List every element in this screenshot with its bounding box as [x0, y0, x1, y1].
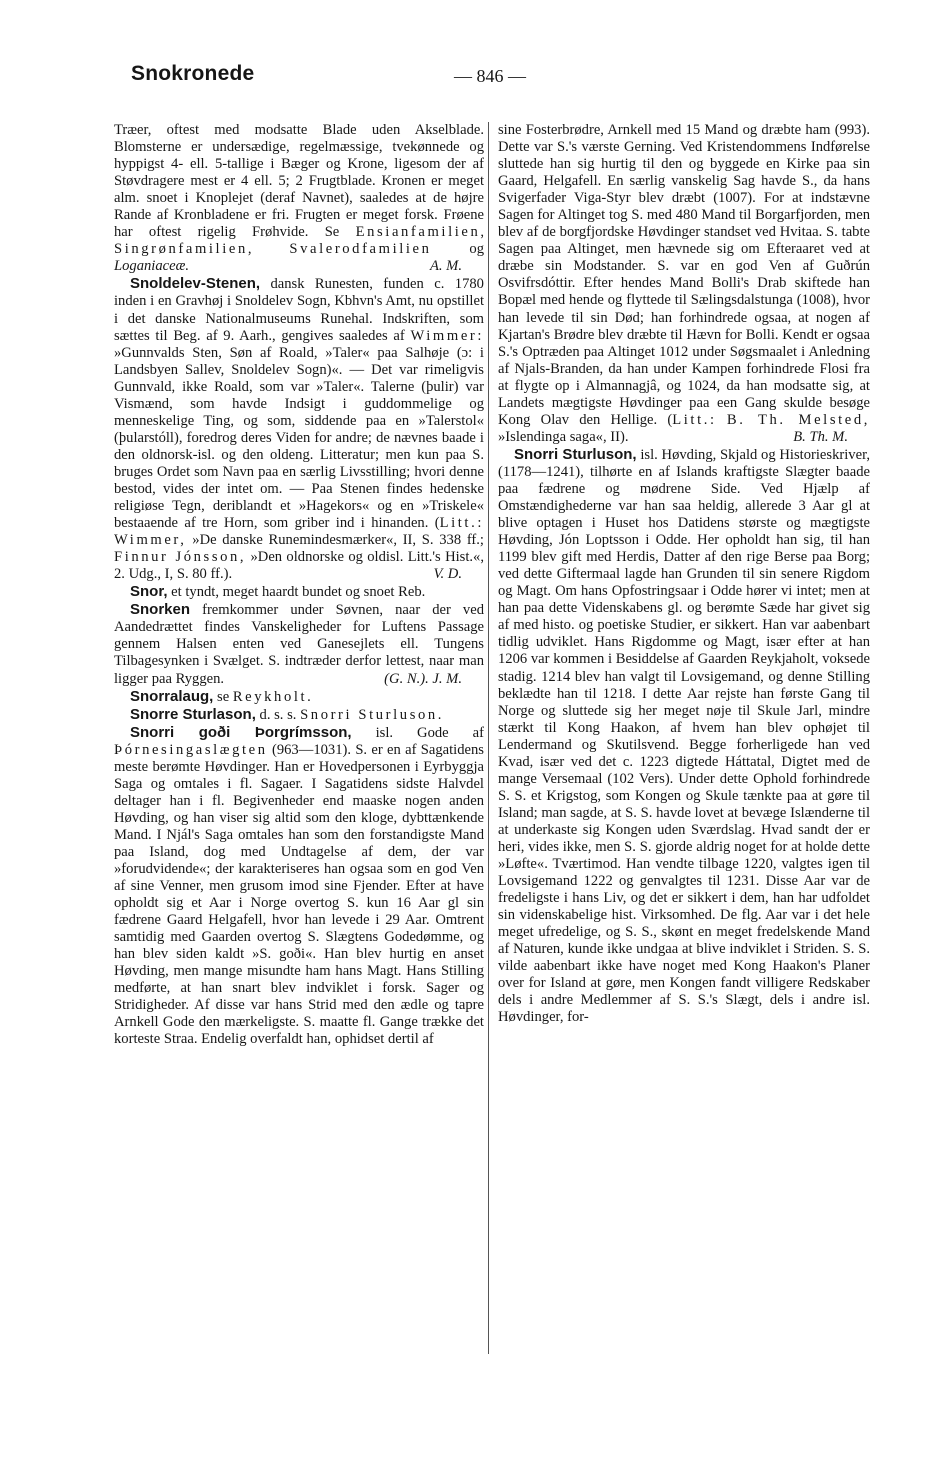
entry-snorri-godi — [114, 724, 484, 1049]
entry-headword: Snor, — [130, 583, 168, 601]
entry-snorre-sturlason — [114, 706, 484, 724]
entry-snorri-sturluson — [498, 446, 870, 1027]
author-signature: (G. N.). J. M. — [384, 670, 462, 687]
entry-text: »Den oldnorske og oldisl. Litt.'s Hist.«, 2. Udg., I, S. 80 ff.). — [114, 549, 484, 583]
conjunction: og — [469, 241, 484, 258]
continuation-text: Træer, oftest med modsatte Blade uden Akselblade. Blomsterne er undersædige, regelmæssige, tvekønnede og hyppigst 4- ell. 5-tallige i Bæger og Krone, ligesom der af Støvdragere mest er 4 ell. 5; 2 Frugtblade. Kronen er meget alm. snoet i Knoplejet (deraf Navnet), saaledes at de højre Rande af Kronbladene er fri. Frugten er meget forsk. Frøene har oftest rigelig Frøhvide. Se — [114, 122, 484, 241]
entry-snorralaug — [114, 688, 484, 706]
entry-snor — [114, 583, 484, 601]
author-ref-melsted: B. Th. Melsted, — [726, 411, 870, 428]
running-headword: Snokronede — [131, 62, 255, 85]
entry-text: dansk Runesten, funden c. 1780 inden i en Gravhøj i Snoldelev Sogn, Kbhvn's Amt, nu opstillet i det danske Nationalmuseums Runehal. Indskriften, som sættes til Beg. af 9. Aarh., gengives saaledes af — [114, 276, 484, 344]
cross-ref-svalerodfamilien: Svalerodfamilien — [289, 241, 432, 258]
right-column — [498, 122, 870, 1026]
entry-text: fremkommer under Søvnen, naar der ved Aandedrættet findes Vanskeligheder for Luftens Passage gennem Halsen enten ved Ganesejlets ell. Tungens Tilbagesynken i Svælget. S. indtræder derfor lettest, naar man ligger paa Ryggen. — [114, 602, 484, 687]
continuation-text: sine Fosterbrødre, Arnkell med 15 Mand og dræbte ham (993). Dette var S.'s værste Gerning. Ved Kristendommens Indførelse sluttede han sig hurtig til den og byggede en Kirke paa sin Gaard, Helgafell. En særlig vanskelig Sag havde S., da hans Svigerfader Viga-Styr blev dræbt (1007). For at indstævne Sagen for Altinget tog S. med 480 Mand til Borgarfjorden, men blev af de borgfjordske Høvdinger standset ved Hvitaa. S. tabte Sagen paa Altinget, men hævnede sig om Efteraaret ved at dræbe sin Modstander. S. var en god Ven af Guðrún Osvifrsdóttir. Efter hendes Mand Bolli's Drab skiftede han Bopæl med hende og flyttede til Sælingsdalstunga (1008), hvor han levede til sin Død; han forhindrede ogsaa, at nogen af Kjartan's Brødre blev dræbte til Hævn for Bolli. Kendt er ogsaa S.'s Optræden paa Altinget 1012 under Søgsmaalet i Anledning af Njals-Branden, da han under Kampen forhindrede Flosi fra at flygte op i Almannagjâ, og 1024, da han modsatte sig, at Landets mægtigste Høvdinger paa een Gang skulde besøge Kong Olav den Hellige. ( — [498, 122, 870, 428]
entry-headword: Snorken — [130, 601, 191, 619]
author-signature: A. M. — [429, 258, 462, 275]
literature-label: Litt.: — [439, 515, 484, 532]
author-signature: B. Th. M. — [793, 428, 848, 445]
author-signature: V. D. — [433, 566, 462, 583]
entry-text: d. s. s. — [259, 706, 297, 723]
latin-family-name: Loganiaceæ. — [114, 258, 189, 275]
entry-headword: Snoldelev-Stenen, — [130, 275, 261, 293]
entry-snorken — [114, 601, 484, 687]
entry-headword: Snorralaug, — [130, 687, 214, 705]
author-ref-wimmer: Wimmer, — [114, 532, 187, 549]
entry-text: »De danske Runemindesmærker«, II, S. 338 ff.; — [192, 532, 484, 549]
entry-text: (963—1031). S. er en af Sagatidens meste berømte Høvdinger. Han er Hovedpersonen i Eyrbyggja Saga og omtales i fl. Sagaer. I Sagatidens sidste Halvdel deltager han i fl. Begivenheder end maaske nogen anden Høvding, og han viser sig altid som den kloge, dybttænkende Mand. I Njál's Saga omtales han som den forstandigste Mand paa Island, dog med Undtagelse af dem, der var »forudvidende«; der karakteriseres han ogsaa som en god Ven af sine Venner, men grusom imod sine Fjender. Efter at have opholdt sig et Aar i Norge overtog S. kun 16 Aar gl sin fædrene Gaard Helgafell, hvor han levede i 29 Aar. Omtrent samtidig med Gaarden overtog S. Slægtens Godedømme, og han blev siden kaldt »S. goði«. Han blev hurtig en anset Høvding, men mange misundte ham hans Magt. Hans Stilling medførte, at han snart blev indviklet i forsk. Sager og Stridigheder. Af disse var hans Strid med den ædle og tapre Arnkell Gode den mærkeligste. S. maatte fl. Gange trække det korteste Straa. Endelig overfaldt han, ophidset dertil af — [114, 741, 484, 1048]
author-ref-finnur-jonsson: Finnur Jónsson, — [114, 549, 247, 566]
page-number: — 846 — — [454, 66, 526, 86]
author-ref-wimmer: Wimmer: — [410, 327, 485, 344]
family-ref: Þórnesingaslægten — [114, 741, 268, 758]
entry-snoldelev-stenen — [114, 275, 484, 583]
column-divider — [488, 122, 489, 1354]
entry-text: isl. Gode af — [375, 724, 484, 741]
literature-label: Litt.: — [672, 411, 717, 428]
left-column — [114, 122, 484, 1049]
entry-text: et tyndt, meget haardt bundet og snoet Reb. — [171, 584, 426, 601]
cross-ref-snorri-sturluson: Snorri Sturluson. — [300, 706, 445, 723]
entry-continuation-snokronede: Træer, oftest med modsatte Blade uden Akselblade. Blomsterne er undersædige, regelmæssige, tvekønnede og hyppigst 4- ell. 5-tallige i Bæger og Krone, ligesom der af Støvdragere mest er 4 ell. 5; 2 Frugtblade. Kronen er meget alm. snoet i Knoplejet (deraf Navnet), saaledes at de højre Rande af Kronbladene er fri. Frugten er meget forsk. Frøene har oftest rigelig Frøhvide. Se Ensianfamilien, Singrønfamilien, Svalerodfamilien og Loganiaceæ. A. M. — [114, 122, 485, 275]
entry-text: isl. Høvding, Skjald og Historieskriver, (1178—1241), tilhørte en af Islands kraftigste Slægter baade paa fædrene og mødrene Side. Ved Hjælp af Omstændighederne var han saa heldig, allerede 3 Aar gl at blive optagen i Huset hos Datidens største og mægtigste Høvding, Jón Loptsson i Odde. Her opholdt han sig, til han 1199 blev gift med Herdis, Datter af den rige Berse paa Borg; ved dette Giftermaal lagde han Grunden til sin senere Rigdom og Magt. Om hans Opfostringsaar i Odde hører vi intet; men at han paa dette Videnskabens gl. og berømte Sæde har givet sig af med histo. og poetiske Studier, er sikkert. Han var aabenbart tidlig udviklet. Hans Rigdomme og Magt, især efter at han 1206 var kommen i Besiddelse af Gaarden Reykjaholt, voksede stadig. 1214 blev han valgt til Lovsigemand, og denne Stilling beklædte han til 1218. I dette Aar rejste han første Gang til Norge og sluttede sig her meget nøje til Skule Jarl, mindre stærkt til Kong Haakon, af hvem han blev ophøjet til Lendermand og Skutilsvend. Begge forherligede han ved Kvad, især ved det c. 1223 digtede Háttatal, Digtet med de mange Versemaal (102 Vers). Under dette Ophold forhindrede S. S. et Krigstog, som Kongen og Skule tænkte paa at gøre til Island; man sagde, at S. S. havde lovet at bevæge Islænderne til at underkaste sig Kongen uden Sværdslag. Hvad sandt der er heri, vides ikke, men S. S. gjorde aldrig noget for at holde dette »Løfte«. Tværtimod. Han vendte tilbage 1220, valgtes igen til Lovsigemand 1222 og genvalgtes til 1231. Disse Aar var de fredeligste i hans Liv, og det er sikkert i dem, han har udfoldet sin videnskabelige hist. Virksomhed. De flg. Aar var i det hele meget ufredelige, og S. S., skønt en meget fredelskende Mand af Naturen, kunde ikke undgaa at blive indviklet i Striden. S. S. vilde aabenbart ikke have noget med Kong Haakon's Planer over for Island at gøre, men Kongen fandt villigere Redskaber dels i andre Medlemmer af S. S.'s Slægt, dels i andre isl. Høvdinger, for- — [498, 446, 870, 1026]
cross-ref-ensianfamilien: Ensianfamilien — [355, 224, 481, 241]
entry-headword: Snorre Sturlason, — [130, 705, 256, 723]
cross-ref-reykholt: Reykholt. — [232, 688, 314, 705]
entry-headword: Snorri goði Þorgrímsson, — [130, 723, 352, 741]
see-label: se — [217, 688, 230, 705]
literature-title: »Islendinga saga«, II). — [498, 428, 629, 445]
cross-ref-singroenfamilien: Singrønfamilien — [114, 241, 248, 258]
entry-text: »Gunnvalds Sten, Søn af Roald, »Taler« paa Salhøje (ɔ: i Landsbyen Sallev, Snoldelev Sogn)«. — Det var rimeligvis Gunnvald, ikke Roald, som var »Taler«. Talerne (þulir) var Vismænd, som havde Indsigt i guddommelige og menneskelige Ting, og som, siddende paa en »Talerstol« (þularstóll), foredrog deres Viden for andre; de nævnes baade i den oldnorsk-isl. og den oldeng. Litteratur; men kun paa S. bruges Ordet som Navn paa en særlig Livsstilling; hvori denne bestod, vides der intet om. — Paa Stenen findes hedenske religiøse Tegn, deriblandt et »Hagekors« og en »Triskele« bestaaende af tre Horn, som griber ind i hinanden. ( — [114, 344, 484, 532]
entry-continuation-snorri-godi — [498, 122, 870, 446]
entry-headword: Snorri Sturluson, — [514, 445, 637, 463]
